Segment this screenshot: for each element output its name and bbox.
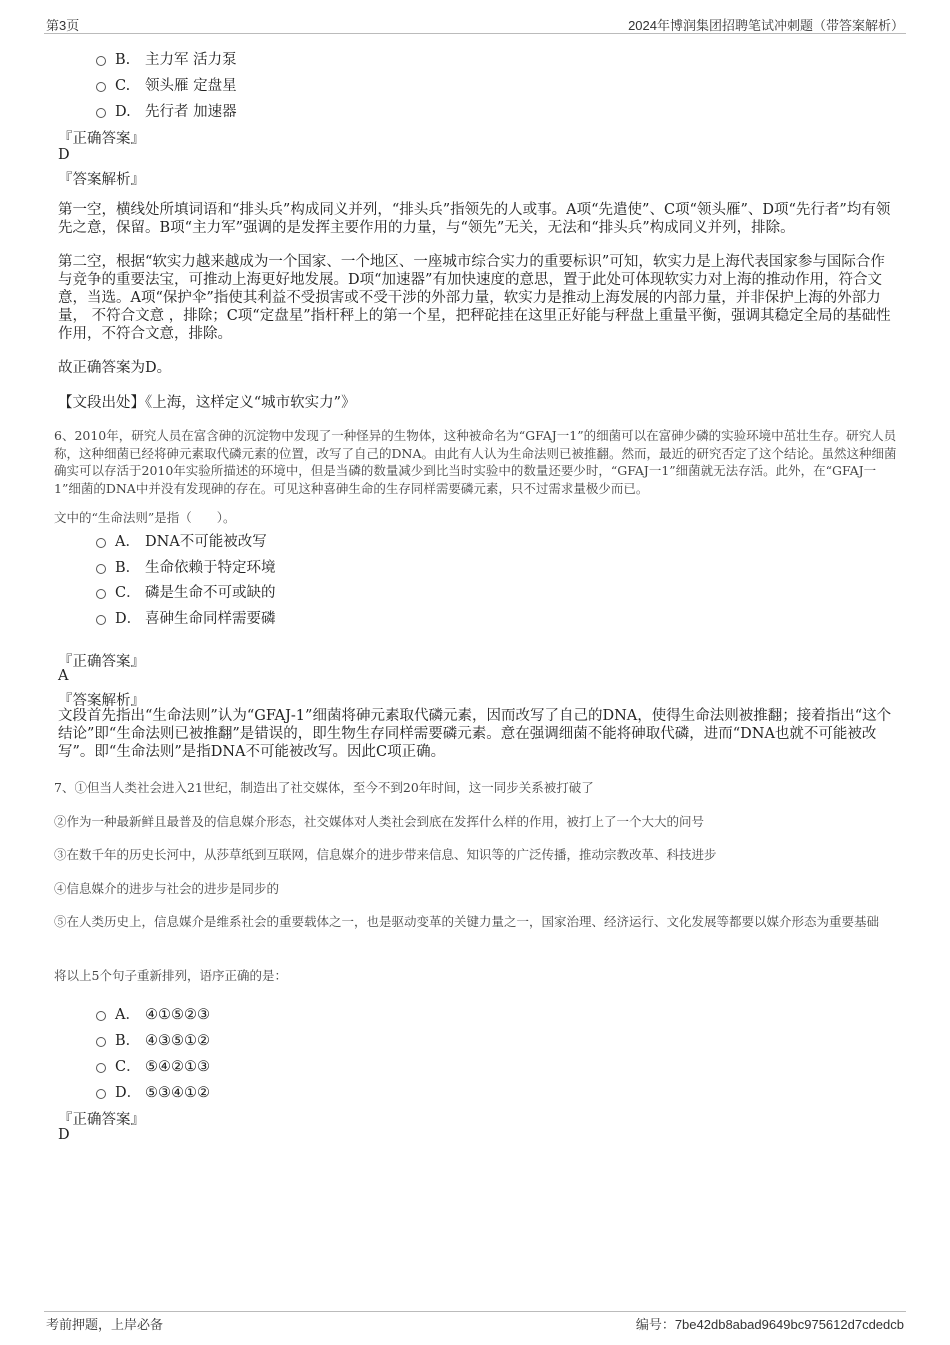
question-prompt: 将以上5个句子重新排列，语序正确的是： <box>54 968 287 983</box>
option-d[interactable]: D. 先行者 加速器 <box>96 100 237 121</box>
analysis-label: 『答案解析』 <box>58 693 145 709</box>
radio-icon[interactable] <box>96 1089 106 1099</box>
radio-icon[interactable] <box>96 615 106 625</box>
analysis-paragraph: 第一空，横线处所填词语和“排头兵”构成同义并列，“排头兵”指领先的人或事。A项“先遣使”、C项“领头雁”、D项“先行者”均有领先之意，保留。B项“主力军”强调的是发挥主要作用的力量，与“领先”无关，无法和“排头兵”构成同义并列，排除。 <box>58 202 891 236</box>
option-b[interactable]: B． 生命依赖于特定环境 <box>96 556 276 577</box>
answer-label: 『正确答案』 <box>58 654 145 670</box>
source-citation: 【文段出处】《上海，这样定义“城市软实力”》 <box>58 395 356 411</box>
option-d[interactable]: D． ⑤③④①② <box>96 1081 210 1102</box>
analysis-paragraph: 第二空，根据“软实力越来越成为一个国家、一个地区、一座城市综合实力的重要标识”可知，软实力是上海代表国家参与国际合作与竞争的重要法宝，可推动上海更好地发展。D项“加速器”有加快速度的意思，置于此处可体现软实力对上海的推动作用，符合文意，当选。A项“保护伞”指使其利益不受损害或不受干涉的外部力量，软实力是推动上海发展的内部力量，并非保护上海的外部力量， 不符合文意 ，排除；C项“定盘星”指杆秤上的第一个星，把秤砣挂在这里正好能与秤盘上重量平衡，强调其稳定全局的基础性作用，不符合文意，排除。 <box>58 254 891 342</box>
question-stem: 6、2010年，研究人员在富含砷的沉淀物中发现了一种怪异的生物体，这种被命名为“GFAJ一1”的细菌可以在富砷少磷的实验环境中茁壮生存。研究人员称，这种细菌已经将砷元素取代磷元素的位置，改写了自己的DNA。由此有人认为生命法则已被推翻。然而，最近的研究否定了这个结论。虽然这种细菌确实可以存活于2010年实验所描述的环境中，但是当磷的数量减少到比当时实验中的数量还要少时，“GFAJ一1”细菌就无法存活。此外，在“GFAJ一1”细菌的DNA中并没有发现砷的存在。可见这种喜砷生命的生存同样需要磷元素，只不过需求量极少而已。 <box>54 428 897 496</box>
header-divider <box>44 33 906 34</box>
radio-icon[interactable] <box>96 1011 106 1021</box>
question-prompt: 文中的“生命法则”是指（ ）。 <box>54 510 236 525</box>
answer-value: D <box>58 1127 70 1143</box>
option-c[interactable]: C. 领头雁 定盘星 <box>96 74 237 95</box>
option-d[interactable]: D． 喜砷生命同样需要磷 <box>96 607 276 628</box>
document-code: 编号：7be42db8abad9649bc975612d7cdedcb <box>635 1317 904 1332</box>
radio-icon[interactable] <box>96 564 106 574</box>
option-b[interactable]: B． ④③⑤①② <box>96 1029 210 1050</box>
sentence-4: ④信息媒介的进步与社会的进步是同步的 <box>54 881 280 896</box>
sentence-5: ⑤在人类历史上，信息媒介是维系社会的重要载体之一，也是驱动变革的关键力量之一，国家治理、经济运行、文化发展等都要以媒介形态为重要基础 <box>54 914 880 929</box>
document-title: 2024年博润集团招聘笔试冲刺题（带答案解析） <box>628 18 904 33</box>
radio-icon[interactable] <box>96 82 106 92</box>
answer-label: 『正确答案』 <box>58 131 145 147</box>
analysis-conclusion: 故正确答案为D。 <box>58 360 172 376</box>
radio-icon[interactable] <box>96 589 106 599</box>
footer-slogan: 考前押题，上岸必备 <box>46 1317 164 1332</box>
sentence-3: ③在数千年的历史长河中，从莎草纸到互联网，信息媒介的进步带来信息、知识等的广泛传播，推动宗教改革、科技进步 <box>54 847 717 862</box>
radio-icon[interactable] <box>96 1037 106 1047</box>
radio-icon[interactable] <box>96 108 106 118</box>
answer-label: 『正确答案』 <box>58 1112 145 1128</box>
sentence-2: ②作为一种最新鲜且最普及的信息媒介形态，社交媒体对人类社会到底在发挥什么样的作用，被打上了一个大大的问号 <box>54 814 705 829</box>
analysis-paragraph: 文段首先指出“生命法则”认为“GFAJ-1”细菌将砷元素取代磷元素，因而改写了自己的DNA，使得生命法则被推翻；接着指出“这个结论”即“生命法则已被推翻”是错误的，即生物生存同样需要磷元素。意在强调细菌不能将砷取代磷，进而“DNA也就不可能被改写”。即“生命法则”是指DNA不可能被改写。因此C项正确。 <box>58 708 892 760</box>
option-a[interactable]: A． DNA不可能被改写 <box>96 530 267 551</box>
analysis-label: 『答案解析』 <box>58 172 145 188</box>
answer-value: D <box>58 147 70 163</box>
radio-icon[interactable] <box>96 538 106 548</box>
page-number: 第3页 <box>46 18 80 33</box>
radio-icon[interactable] <box>96 1063 106 1073</box>
radio-icon[interactable] <box>96 56 106 66</box>
option-b[interactable]: B. 主力军 活力泵 <box>96 48 237 69</box>
option-a[interactable]: A． ④①⑤②③ <box>96 1003 210 1024</box>
sentence-1: 7、①但当人类社会进入21世纪，制造出了社交媒体，至今不到20年时间，这一同步关系被打破了 <box>54 780 594 795</box>
option-c[interactable]: C． ⑤④②①③ <box>96 1055 210 1076</box>
footer-divider <box>44 1311 906 1312</box>
option-c[interactable]: C． 磷是生命不可或缺的 <box>96 581 276 602</box>
answer-value: A <box>58 668 69 684</box>
